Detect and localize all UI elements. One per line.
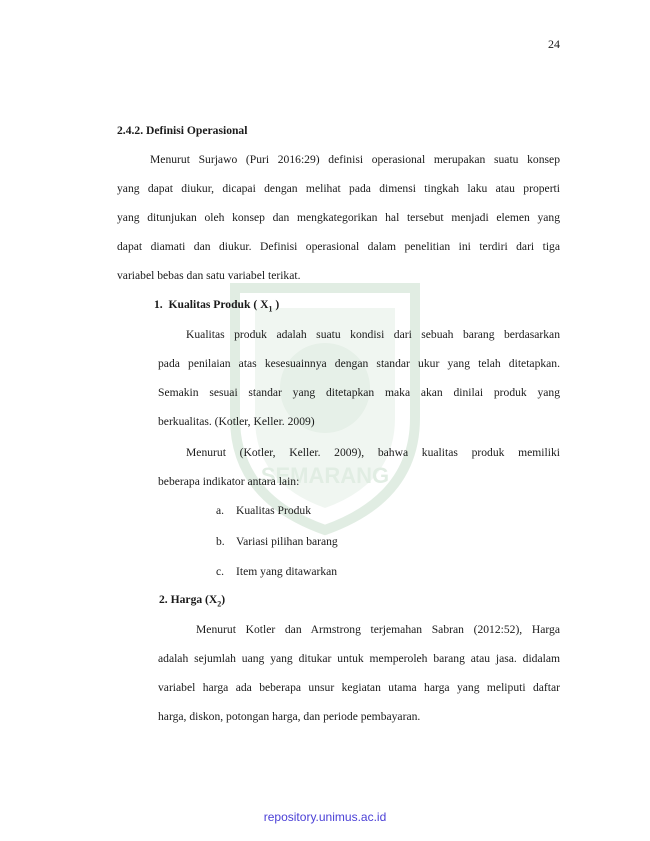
paragraph-line: berkualitas. (Kotler, Keller. 2009) (158, 415, 315, 428)
paragraph-line: adalah sejumlah uang yang ditukar untuk memperoleh barang atau jasa. didalam (158, 652, 560, 665)
indicator-letter: c. (216, 565, 225, 578)
paragraph-line: dapat diamati dan diukur. Definisi operasional dalam penelitian ini terdiri dari tiga (117, 240, 560, 253)
paragraph-line: yang ditunjukan oleh konsep dan mengkategorikan hal tersebut menjadi elemen yang (117, 211, 560, 224)
paragraph-line: beberapa indikator antara lain: (158, 475, 300, 488)
paragraph-line: Semakin sesuai standar yang ditetapkan maka akan dinilai produk yang (158, 386, 560, 399)
paragraph-line: Kualitas produk adalah suatu kondisi dari sebuah barang berdasarkan (186, 328, 560, 341)
paragraph-line: variabel harga ada beberapa unsur kegiatan utama harga yang meliputi daftar (158, 681, 560, 694)
paragraph-line: variabel bebas dan satu variabel terikat. (117, 269, 301, 282)
indicator-text: Kualitas Produk (236, 504, 312, 517)
item1-number: 1. (154, 298, 163, 311)
item1-heading (154, 298, 279, 316)
item2-title-end: ) (221, 593, 226, 606)
item1-title-end: ) (272, 298, 280, 311)
item2-number: 2. (159, 593, 168, 606)
repository-footer-link[interactable]: repository.unimus.ac.id (263, 810, 387, 824)
indicator-text: Variasi pilihan barang (236, 535, 338, 548)
indicator-letter: a. (216, 504, 225, 517)
section-number: 2.4.2. (117, 124, 144, 137)
item2-heading (159, 593, 225, 611)
section-title: Definisi Operasional (146, 124, 248, 137)
section-heading (117, 124, 247, 138)
indicator-letter: b. (216, 535, 225, 548)
paragraph-line: yang dapat diukur, dicapai dengan melihat pada dimensi tingkah laku atau properti (117, 182, 560, 195)
indicator-text: Item yang ditawarkan (236, 565, 338, 578)
paragraph-line: Menurut (Kotler, Keller. 2009), bahwa kualitas produk memiliki (186, 446, 560, 459)
paragraph-line: pada penilaian atas kesesuainnya dengan standar ukur yang telah ditetapkan. (158, 357, 560, 370)
item2-subscript: 2 (217, 599, 222, 609)
item1-subscript: 1 (268, 304, 273, 314)
paragraph-line: harga, diskon, potongan harga, dan periode pembayaran. (158, 710, 421, 723)
paragraph-line: Menurut Surjawo (Puri 2016:29) definisi operasional merupakan suatu konsep (150, 153, 560, 166)
item1-title: Kualitas Produk ( X (168, 298, 269, 311)
item2-title: Harga (X (170, 593, 218, 606)
paragraph-line: Menurut Kotler dan Armstrong terjemahan Sabran (2012:52), Harga (196, 623, 560, 636)
svg-text:SEMARANG: SEMARANG (260, 463, 390, 488)
page-number: 24 (548, 37, 560, 51)
